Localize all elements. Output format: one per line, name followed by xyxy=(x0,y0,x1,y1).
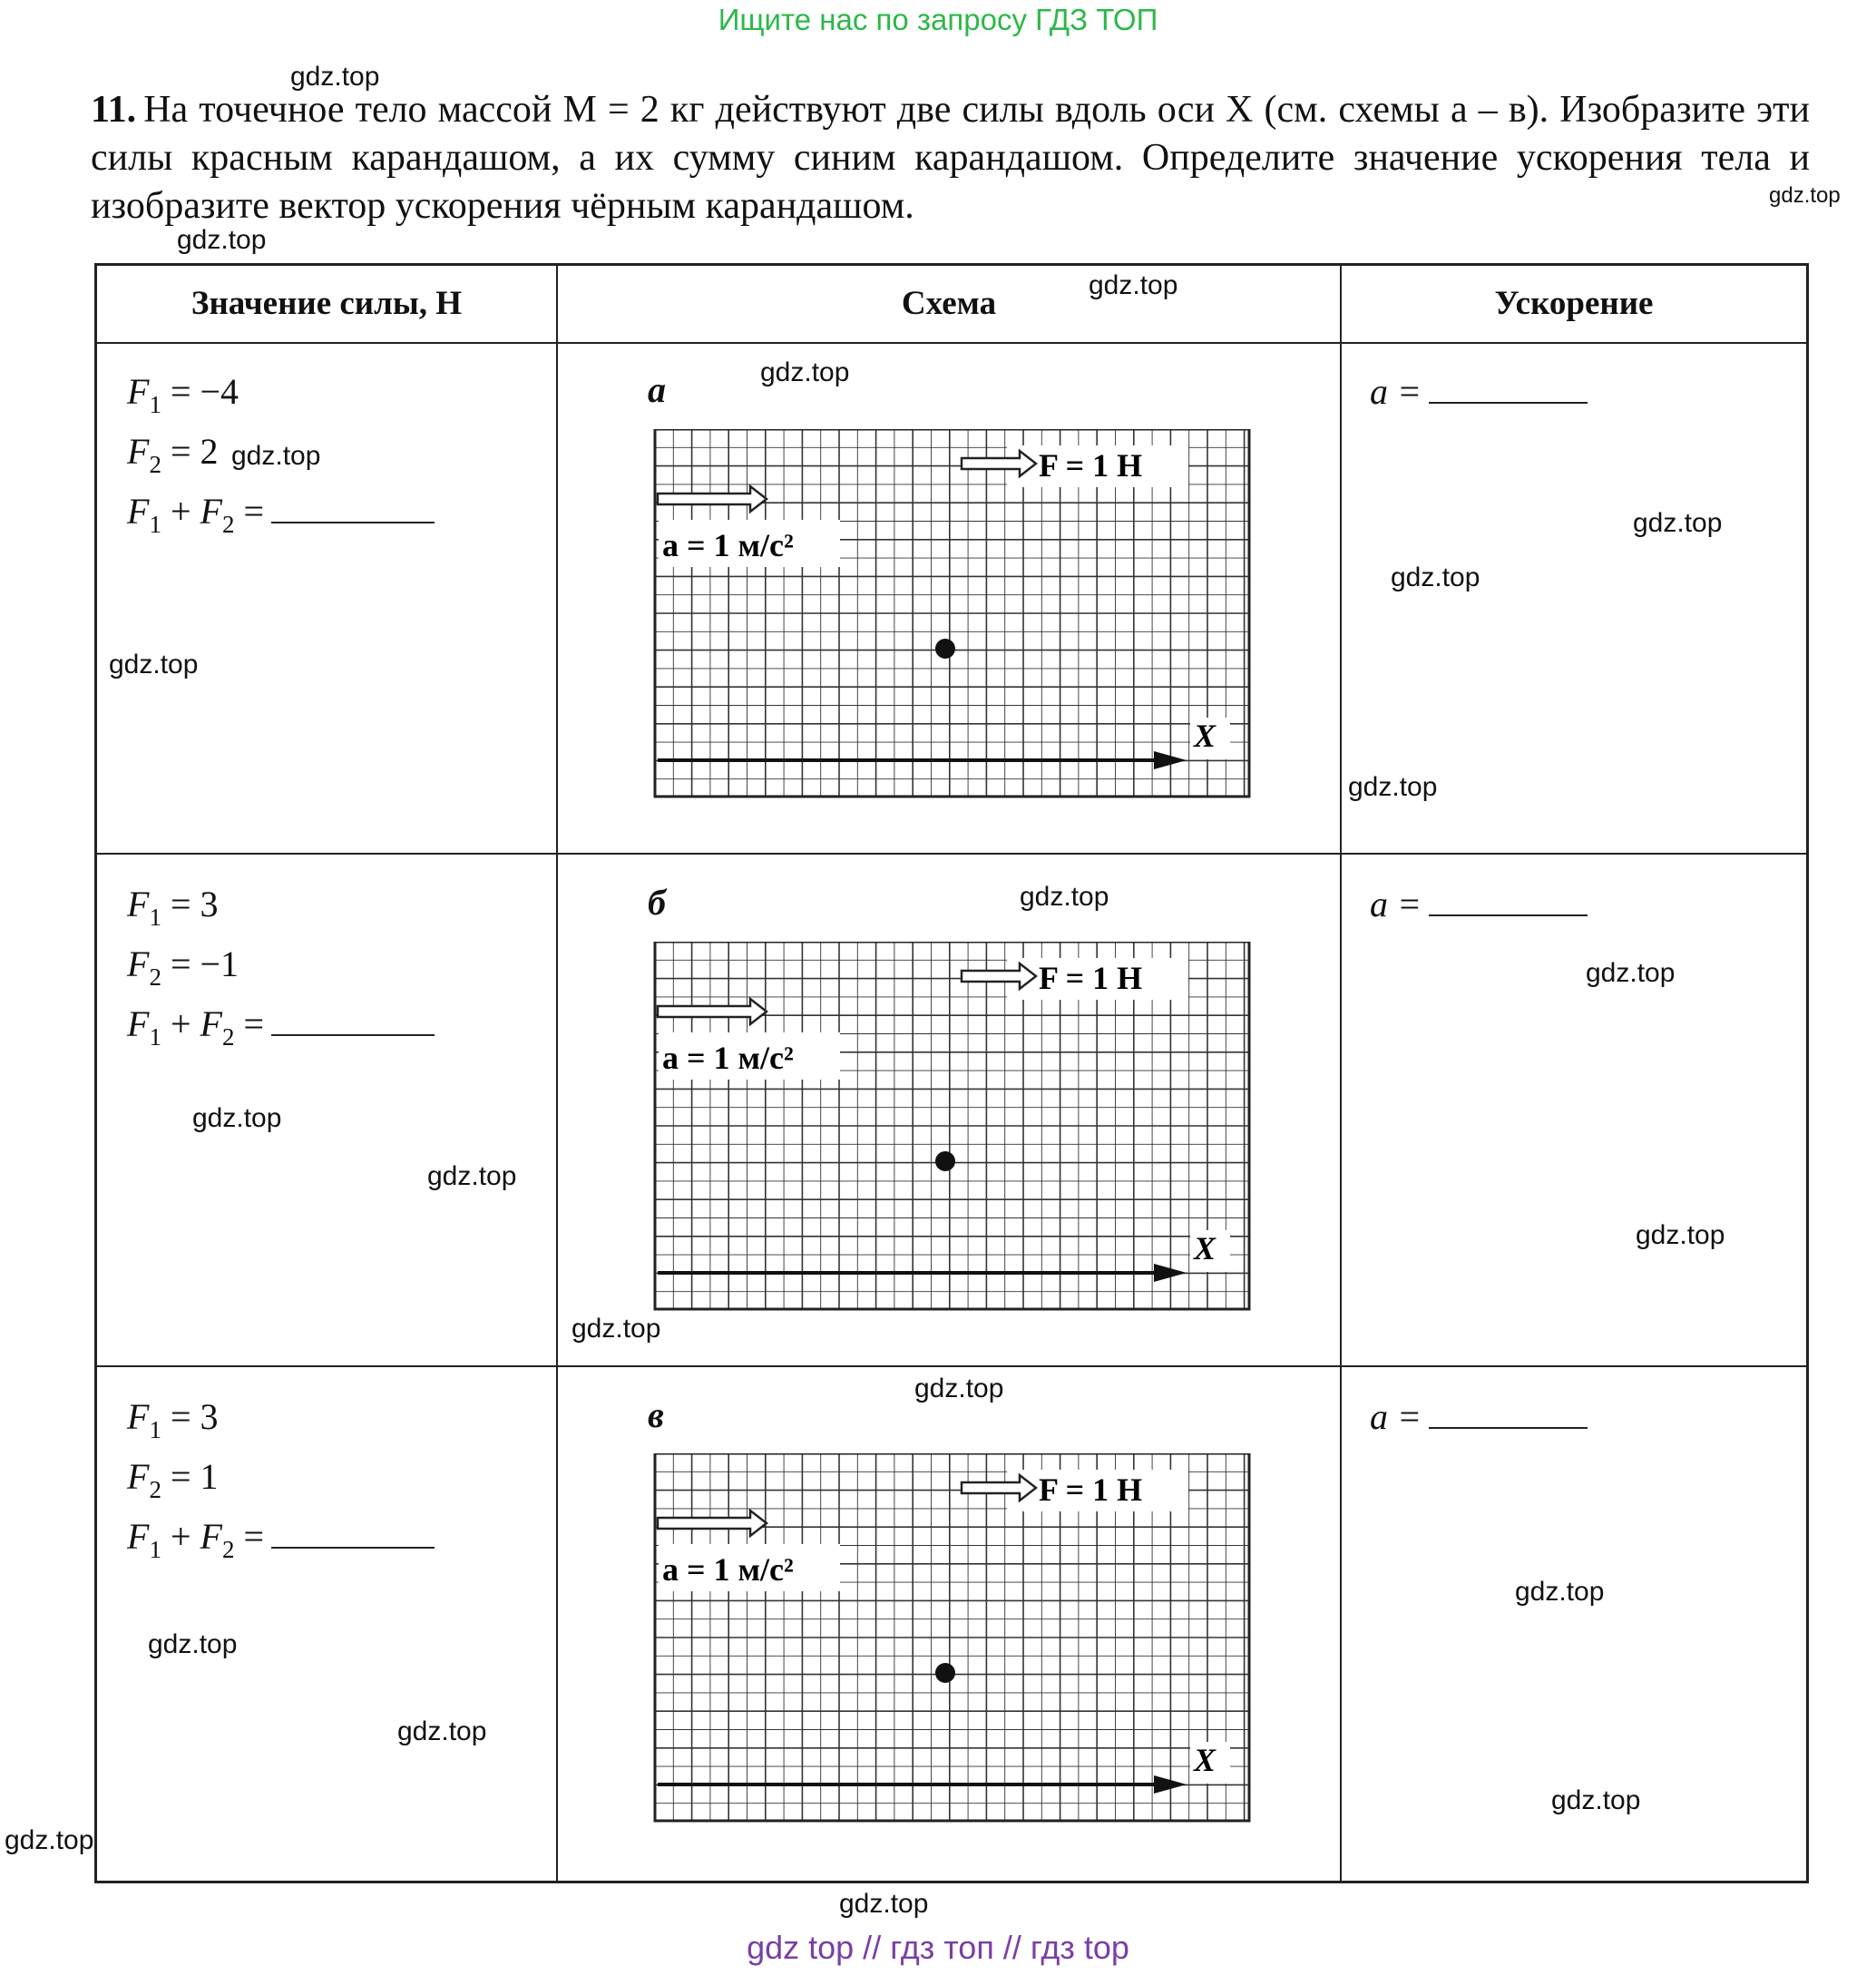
force-scale-arrow xyxy=(962,451,1036,476)
acceleration-field: a = xyxy=(1370,370,1588,413)
watermark: gdz.top xyxy=(427,1161,517,1191)
row-divider xyxy=(97,342,1806,344)
force-f2: $F_2 = -1$ xyxy=(127,944,239,991)
force-scale-label: F = 1 Н xyxy=(1039,447,1143,484)
watermark: gdz.top xyxy=(290,62,380,92)
force-f1: $F_1 = 3$ xyxy=(127,1396,219,1443)
watermark: gdz.top xyxy=(1515,1577,1605,1607)
watermark: gdz.top xyxy=(760,357,850,387)
watermark: gdz.top xyxy=(1586,958,1676,988)
sum-answer-blank[interactable] xyxy=(271,1516,435,1549)
acceleration-answer-blank[interactable] xyxy=(1429,371,1588,404)
watermark: gdz.top xyxy=(1636,1220,1725,1250)
force-scale-label: F = 1 Н xyxy=(1039,960,1143,996)
point-body xyxy=(935,639,955,659)
sum-answer-blank[interactable] xyxy=(271,1003,435,1036)
force-scale-arrow xyxy=(962,963,1036,989)
header-scheme: Схема xyxy=(901,285,997,322)
watermark: gdz.top xyxy=(1020,882,1109,912)
watermark: gdz.top xyxy=(1391,562,1480,592)
watermark: gdz.top xyxy=(109,650,199,680)
acceleration-answer-blank[interactable] xyxy=(1429,884,1588,916)
column-divider xyxy=(556,266,558,1881)
point-body xyxy=(935,1151,955,1171)
watermark: gdz.top xyxy=(1769,183,1841,208)
watermark: gdz.top xyxy=(572,1314,661,1344)
force-scale-arrow xyxy=(962,1475,1036,1501)
watermark: gdz.top xyxy=(839,1889,929,1919)
scheme-grid xyxy=(635,429,1252,801)
problem-statement xyxy=(91,86,1810,230)
scheme-letter: б xyxy=(648,882,666,923)
acceleration-field: a = xyxy=(1370,883,1588,925)
force-f1: $F_1 = 3$ xyxy=(127,884,219,931)
watermark: gdz.top xyxy=(1348,772,1438,802)
force-scale-label: F = 1 Н xyxy=(1039,1471,1143,1508)
row-divider xyxy=(97,1365,1806,1367)
x-axis-label: X xyxy=(1194,1230,1216,1266)
watermark: gdz.top xyxy=(231,441,321,471)
header-acceleration: Ускорение xyxy=(1494,285,1654,322)
acceleration-scale-label: a = 1 м/с² xyxy=(662,1040,794,1076)
row-divider xyxy=(97,853,1806,855)
acceleration-scale-label: a = 1 м/с² xyxy=(662,1551,794,1588)
acceleration-scale-label: a = 1 м/с² xyxy=(662,527,794,563)
force-sum: $F_1 + F_2$ = xyxy=(127,1515,435,1564)
watermark: gdz.top xyxy=(177,225,267,255)
point-body xyxy=(935,1663,955,1683)
force-f2: $F_2 = 2$ xyxy=(127,431,219,478)
watermark: gdz.top xyxy=(914,1374,1004,1403)
scheme-letter: в xyxy=(648,1394,664,1435)
force-f1: $F_1 = -4$ xyxy=(127,371,239,418)
problem-number: 11. xyxy=(91,89,137,131)
acceleration-answer-blank[interactable] xyxy=(1429,1396,1588,1429)
x-axis-label: X xyxy=(1194,718,1216,754)
acceleration-scale-arrow xyxy=(658,486,767,512)
search-banner[interactable]: Ищите нас по запросу ГДЗ ТОП xyxy=(718,3,1158,36)
header-force: Значение силы, Н xyxy=(191,285,463,322)
acceleration-field: a = xyxy=(1370,1395,1588,1438)
column-divider xyxy=(1340,266,1342,1881)
force-sum: $F_1 + F_2$ = xyxy=(127,1002,435,1051)
watermark: gdz.top xyxy=(1551,1785,1641,1815)
watermark: gdz.top xyxy=(5,1825,94,1855)
scheme-grid xyxy=(635,942,1252,1314)
acceleration-scale-arrow xyxy=(658,1511,767,1536)
footer-links[interactable]: gdz top // гдз топ // гдз top xyxy=(747,1929,1129,1966)
acceleration-scale-arrow xyxy=(658,999,767,1024)
watermark: gdz.top xyxy=(397,1716,487,1746)
watermark: gdz.top xyxy=(1089,270,1178,300)
watermark: gdz.top xyxy=(148,1629,238,1659)
force-sum: $F_1 + F_2$ = xyxy=(127,490,435,539)
scheme-letter: а xyxy=(648,369,666,410)
problem-text: На точечное тело массой M = 2 кг действуют две силы вдоль оси X (см. схемы а – в). Изобразите эти силы красным карандашом, а их сумму синим карандашом. Определите значение ускорения тела и изобразите вектор ускорения чёрным карандашом. xyxy=(91,89,1810,227)
watermark: gdz.top xyxy=(192,1103,282,1133)
watermark: gdz.top xyxy=(1633,508,1723,538)
x-axis-label: X xyxy=(1194,1742,1216,1778)
sum-answer-blank[interactable] xyxy=(271,491,435,523)
scheme-grid xyxy=(635,1453,1252,1825)
force-f2: $F_2 = 1$ xyxy=(127,1456,219,1503)
